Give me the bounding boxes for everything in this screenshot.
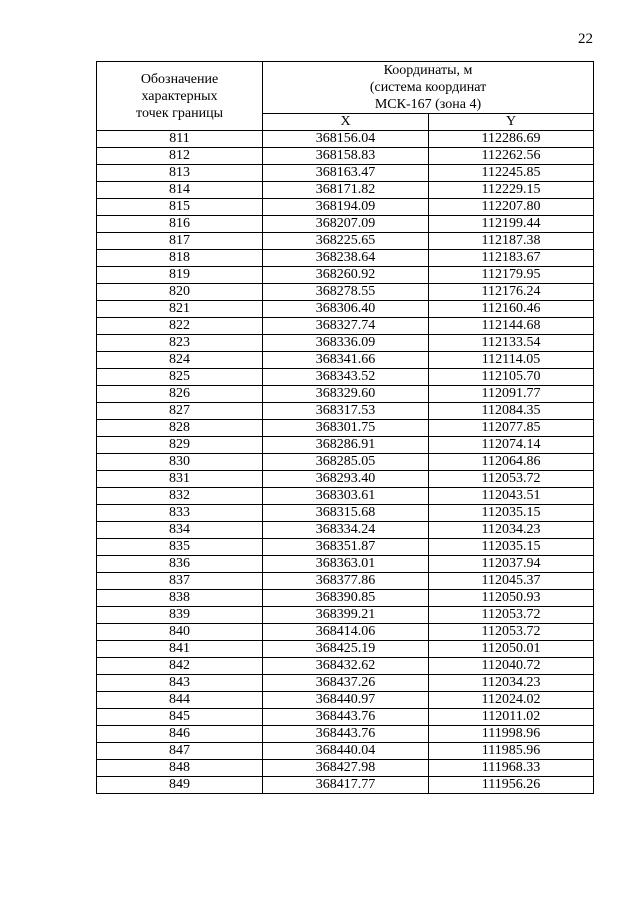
table-row	[97, 777, 594, 794]
x-coordinate-cell: 368329.60	[263, 386, 429, 403]
y-coordinate-cell: 112077.85	[429, 420, 594, 437]
point-cell: 827	[97, 403, 263, 420]
point-cell: 843	[97, 675, 263, 692]
x-coordinate-cell: 368351.87	[263, 539, 429, 556]
x-coordinate-cell: 368336.09	[263, 335, 429, 352]
x-coordinate-cell: 368432.62	[263, 658, 429, 675]
page-number: 22	[578, 31, 593, 47]
table-row	[97, 590, 594, 607]
point-cell: 832	[97, 488, 263, 505]
table-row	[97, 420, 594, 437]
point-cell: 823	[97, 335, 263, 352]
y-coordinate-cell: 112179.95	[429, 267, 594, 284]
table-row	[97, 148, 594, 165]
x-coordinate-cell: 368317.53	[263, 403, 429, 420]
table-row	[97, 403, 594, 420]
point-cell: 842	[97, 658, 263, 675]
x-coordinate-cell: 368443.76	[263, 726, 429, 743]
point-cell: 844	[97, 692, 263, 709]
y-coordinate-cell: 112035.15	[429, 505, 594, 522]
header-row-top	[97, 62, 594, 114]
point-cell: 845	[97, 709, 263, 726]
point-cell: 828	[97, 420, 263, 437]
y-coordinate-cell: 111956.26	[429, 777, 594, 794]
y-coordinate-cell: 112045.37	[429, 573, 594, 590]
point-cell: 834	[97, 522, 263, 539]
y-coordinate-cell: 112144.68	[429, 318, 594, 335]
table-row	[97, 709, 594, 726]
table-row	[97, 471, 594, 488]
y-coordinate-cell: 112229.15	[429, 182, 594, 199]
y-coordinate-cell: 112034.23	[429, 675, 594, 692]
x-coordinate-cell: 368440.04	[263, 743, 429, 760]
point-cell: 837	[97, 573, 263, 590]
point-cell: 836	[97, 556, 263, 573]
y-coordinate-cell: 112053.72	[429, 607, 594, 624]
y-coordinate-cell: 112160.46	[429, 301, 594, 318]
x-coordinate-cell: 368390.85	[263, 590, 429, 607]
table-row	[97, 199, 594, 216]
table-row	[97, 301, 594, 318]
table-row	[97, 641, 594, 658]
y-coordinate-cell: 112024.02	[429, 692, 594, 709]
table-row	[97, 233, 594, 250]
x-coordinate-cell: 368163.47	[263, 165, 429, 182]
y-coordinate-cell: 112053.72	[429, 624, 594, 641]
table-row	[97, 726, 594, 743]
table-row	[97, 318, 594, 335]
table-row	[97, 505, 594, 522]
y-coordinate-cell: 112183.67	[429, 250, 594, 267]
x-coordinate-cell: 368425.19	[263, 641, 429, 658]
point-cell: 814	[97, 182, 263, 199]
point-cell: 811	[97, 131, 263, 148]
point-cell: 848	[97, 760, 263, 777]
coordinates-table	[96, 61, 594, 794]
y-coordinate-cell: 111968.33	[429, 760, 594, 777]
table-row	[97, 454, 594, 471]
x-coordinate-cell: 368158.83	[263, 148, 429, 165]
y-coordinate-cell: 112187.38	[429, 233, 594, 250]
y-coordinate-cell: 112199.44	[429, 216, 594, 233]
y-coordinate-cell: 112074.14	[429, 437, 594, 454]
point-cell: 815	[97, 199, 263, 216]
x-coordinate-cell: 368437.26	[263, 675, 429, 692]
x-coordinate-cell: 368286.91	[263, 437, 429, 454]
table-row	[97, 692, 594, 709]
point-cell: 818	[97, 250, 263, 267]
x-coordinate-cell: 368363.01	[263, 556, 429, 573]
y-coordinate-cell: 112064.86	[429, 454, 594, 471]
x-coordinate-cell: 368156.04	[263, 131, 429, 148]
y-column-header: Y	[429, 114, 594, 131]
x-coordinate-cell: 368301.75	[263, 420, 429, 437]
table-header	[97, 62, 594, 131]
table-row	[97, 165, 594, 182]
points-header-line: характерных	[141, 88, 218, 104]
y-coordinate-cell: 112035.15	[429, 539, 594, 556]
point-cell: 816	[97, 216, 263, 233]
x-column-header: X	[263, 114, 429, 131]
x-coordinate-cell: 368260.92	[263, 267, 429, 284]
point-cell: 835	[97, 539, 263, 556]
y-coordinate-cell: 112207.80	[429, 199, 594, 216]
y-coordinate-cell: 112133.54	[429, 335, 594, 352]
y-coordinate-cell: 112043.51	[429, 488, 594, 505]
y-coordinate-cell: 112105.70	[429, 369, 594, 386]
table-row	[97, 556, 594, 573]
table-row	[97, 522, 594, 539]
point-cell: 821	[97, 301, 263, 318]
coordinates-column-header	[263, 62, 594, 114]
table-row	[97, 743, 594, 760]
x-coordinate-cell: 368343.52	[263, 369, 429, 386]
coords-header-line: МСК-167 (зона 4)	[374, 97, 482, 112]
x-coordinate-cell: 368225.65	[263, 233, 429, 250]
y-coordinate-cell: 112245.85	[429, 165, 594, 182]
x-coordinate-cell: 368315.68	[263, 505, 429, 522]
y-coordinate-cell: 112286.69	[429, 131, 594, 148]
table-row	[97, 131, 594, 148]
x-coordinate-cell: 368293.40	[263, 471, 429, 488]
x-coordinate-cell: 368278.55	[263, 284, 429, 301]
point-cell: 838	[97, 590, 263, 607]
x-coordinate-cell: 368327.74	[263, 318, 429, 335]
point-cell: 817	[97, 233, 263, 250]
point-cell: 826	[97, 386, 263, 403]
point-cell: 833	[97, 505, 263, 522]
y-coordinate-cell: 112034.23	[429, 522, 594, 539]
y-coordinate-cell: 111985.96	[429, 743, 594, 760]
point-cell: 820	[97, 284, 263, 301]
y-coordinate-cell: 111998.96	[429, 726, 594, 743]
x-coordinate-cell: 368341.66	[263, 352, 429, 369]
table-row	[97, 607, 594, 624]
x-coordinate-cell: 368417.77	[263, 777, 429, 794]
table-row	[97, 182, 594, 199]
x-coordinate-cell: 368334.24	[263, 522, 429, 539]
x-coordinate-cell: 368443.76	[263, 709, 429, 726]
point-cell: 839	[97, 607, 263, 624]
x-coordinate-cell: 368306.40	[263, 301, 429, 318]
table-row	[97, 675, 594, 692]
table-row	[97, 437, 594, 454]
x-coordinate-cell: 368399.21	[263, 607, 429, 624]
y-coordinate-cell: 112037.94	[429, 556, 594, 573]
table-row	[97, 624, 594, 641]
table-row	[97, 216, 594, 233]
points-header-line: Обозначение	[140, 71, 219, 87]
point-cell: 846	[97, 726, 263, 743]
point-cell: 812	[97, 148, 263, 165]
x-coordinate-cell: 368414.06	[263, 624, 429, 641]
table-row	[97, 658, 594, 675]
coords-header-line: (система координат	[369, 80, 487, 95]
point-cell: 831	[97, 471, 263, 488]
point-cell: 829	[97, 437, 263, 454]
x-coordinate-cell: 368427.98	[263, 760, 429, 777]
point-cell: 840	[97, 624, 263, 641]
y-coordinate-cell: 112262.56	[429, 148, 594, 165]
points-column-header	[97, 62, 263, 131]
point-cell: 830	[97, 454, 263, 471]
x-coordinate-cell: 368207.09	[263, 216, 429, 233]
y-coordinate-cell: 112011.02	[429, 709, 594, 726]
x-coordinate-cell: 368377.86	[263, 573, 429, 590]
point-cell: 841	[97, 641, 263, 658]
x-coordinate-cell: 368171.82	[263, 182, 429, 199]
table-row	[97, 760, 594, 777]
table-row	[97, 573, 594, 590]
x-coordinate-cell: 368303.61	[263, 488, 429, 505]
table-row	[97, 488, 594, 505]
table-row	[97, 539, 594, 556]
y-coordinate-cell: 112084.35	[429, 403, 594, 420]
points-header-line: точек границы	[136, 105, 223, 121]
y-coordinate-cell: 112050.93	[429, 590, 594, 607]
y-coordinate-cell: 112053.72	[429, 471, 594, 488]
y-coordinate-cell: 112176.24	[429, 284, 594, 301]
y-coordinate-cell: 112114.05	[429, 352, 594, 369]
table-row	[97, 267, 594, 284]
point-cell: 819	[97, 267, 263, 284]
y-coordinate-cell: 112050.01	[429, 641, 594, 658]
y-coordinate-cell: 112091.77	[429, 386, 594, 403]
x-coordinate-cell: 368238.64	[263, 250, 429, 267]
y-coordinate-cell: 112040.72	[429, 658, 594, 675]
x-coordinate-cell: 368440.97	[263, 692, 429, 709]
table-row	[97, 335, 594, 352]
table-row	[97, 386, 594, 403]
x-coordinate-cell: 368194.09	[263, 199, 429, 216]
x-coordinate-cell: 368285.05	[263, 454, 429, 471]
coords-header-line: Координаты, м	[383, 63, 473, 78]
point-cell: 824	[97, 352, 263, 369]
table-row	[97, 369, 594, 386]
point-cell: 847	[97, 743, 263, 760]
point-cell: 849	[97, 777, 263, 794]
point-cell: 822	[97, 318, 263, 335]
point-cell: 813	[97, 165, 263, 182]
table-body	[97, 131, 594, 794]
table-row	[97, 284, 594, 301]
table-row	[97, 250, 594, 267]
point-cell: 825	[97, 369, 263, 386]
table-row	[97, 352, 594, 369]
